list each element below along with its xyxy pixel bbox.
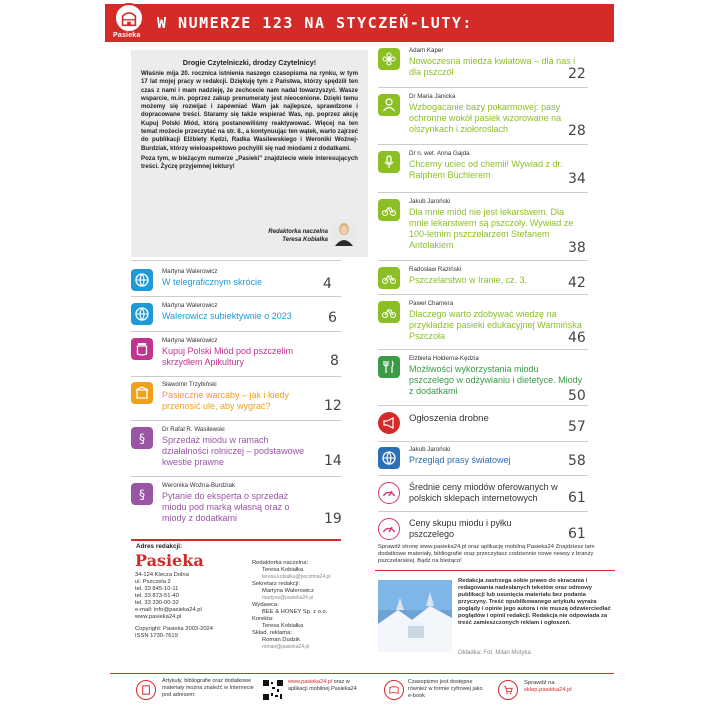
beehive-icon [118,7,140,29]
entry-author: Martyna Walerowicz [162,337,218,344]
entry-title[interactable]: Kupuj Polski Miód pod pszczelim skrzydłem Apikultury [162,346,294,367]
entry-page: 6 [328,310,337,326]
app-text: oraz w aplikacji mobilnej Pasieka24 [288,679,357,692]
entry-title[interactable]: Sprzedaż miodu w ramach działalności rolniczej – podstawowe kwestie prawne [162,435,305,467]
staff-name: Martyna Walerowicz [262,588,314,594]
staff-email[interactable]: roman@pasieka24.pl [262,644,310,650]
entry-author: Dr Rafał R. Wasilewski [162,426,225,433]
editor-photo [332,220,356,246]
toc-entry[interactable] [378,514,588,548]
letter-paragraph-1: Właśnie mija 20. rocznica istnienia naszego czasopisma na rynku, w tym 17 lat mojej pracy w redakcji. Dziękuję tym z Państwa, którzy spędzili ten czas z nami i mam nadzieję, że zechcecie nam nadal towarzyszyć. Wasze wsparcie, m.in. poprzez zakup prenumeraty jest nieocenione. Dzięki temu możemy się rozwijać i zapewniać Wam jak najlepsze, sprawdzone i dopracowane treści. Staramy się także wspierać Was, np. poprzez akcję Kupuj Polski Miód, którą postanowiliśmy reaktywować. Więcej na ten temat możecie przeczytać na str. 8., a kontynuując ten wątek, warto zajrzeć do publikacji Elżbiety Kędzi, Radka Wasilewskiego i Weroniki Woźnej-Burdziak, którzy wieloaspektowo pochylili się nad miodami z dodatkami. [141,70,358,152]
entry-page: 8 [330,353,339,369]
entry-page: 61 [568,490,586,506]
address-line: ul. Pszczela 2 [135,579,171,585]
entry-title[interactable]: Chcemy uciec od chemii! Wywiad z dr. Ralphem Büchlerem [409,159,563,180]
entry-page: 50 [568,388,586,404]
entry-author: Radosław Raziński [409,266,462,273]
divider [131,420,341,421]
phone-line: tel. 33 330-00-32 [135,600,179,606]
entry-title[interactable]: Walerowicz subiektywnie o 2023 [162,311,292,321]
entry-page: 4 [323,276,332,292]
entry-author: Dr n. wet. Anna Gajda [409,150,470,157]
bottom-ebook-note: Czasopismo jest dostępne również w formie cyfrowej jako e-book [408,679,483,699]
entry-title[interactable]: Dla mnie miód nie jest lekarstwem. Dla mnie lekarstwem są pszczoły. Wywiad ze 100-letnim pszczelarzem Stefanem Antolakiem [409,207,574,250]
divider [378,87,588,88]
entry-author: Jakub Jaroński [409,198,451,205]
divider [131,376,341,377]
divider [378,441,588,442]
entry-title[interactable]: W telegraficznym skrócie [162,277,263,287]
phone-line: tel. 33 845-10-11 [135,586,179,592]
section-paragraph-icon [131,483,153,505]
entry-page: 46 [568,330,586,346]
person-icon [378,94,400,116]
bottom-shop-note [524,680,614,694]
divider [378,192,588,193]
entry-page: 38 [568,240,586,256]
document-icon [136,680,156,700]
flower-icon [378,48,400,70]
toc-entry[interactable] [378,44,588,84]
divider [131,296,341,297]
entry-page: 14 [324,453,342,469]
shop-link[interactable]: sklep.pasieka24.pl [524,687,572,693]
entry-title[interactable]: Nowoczesna miedza kwiatowa – dla nas i dla pszczół [409,56,576,77]
bottom-app-note [288,679,368,693]
entry-title[interactable]: Pszczelarstwo w Iranie, cz. 3. [409,275,528,285]
globe-icon [131,269,153,291]
website-promo: Sprawdź stronę www.pasieka24.pl oraz aplikację mobilną Pasieka24 Znajdziesz tam dodatkowe materiały, bibliografie oraz przeczytasz codziennie nowe newsy z branży pszczelarskiej. Bądź na bieżąco! [378,544,595,564]
megaphone-icon [378,412,400,434]
toc-entry[interactable] [378,478,588,510]
address-block [135,572,213,640]
staff-email[interactable]: martyna@pasieka24.pl [262,595,314,601]
staff-role: Wydawca: [252,602,279,608]
divider [378,144,588,145]
shop-text: Sprawdź na [524,680,555,686]
website-link[interactable]: www.pasieka24.pl [135,614,182,620]
divider [378,294,588,295]
staff-name: Teresa Kobiałka [262,567,304,573]
editor-letter [131,50,368,257]
divider [378,511,588,512]
disclaimer-text: Redakcja zastrzega sobie prawo do skracania i redagowania nadesłanych tekstów oraz odmowy publikacji lub usunięcia materiału bez podania przyczyny. Treść opublikowanego artykułu wyraża poglądy i opinie jego autora i nie muszą odzwierciedlać poglądów i opinii redakcji. Redakcja nie odpowiada za treść zamieszczonych reklam i ogłoszeń. [458,578,611,626]
copyright-text: Copyright: Pasieka 2003-2024 [135,626,213,632]
staff-name: BEE & HONEY Sp. z o.o. [262,609,328,615]
svg-text:§: § [139,487,145,502]
entry-page: 58 [568,453,586,469]
gauge-icon [378,482,400,504]
toc-entry[interactable] [131,299,341,331]
divider [378,260,588,261]
divider [131,260,341,261]
toc-entry[interactable] [131,334,341,374]
entry-page: 34 [568,171,586,187]
staff-name: Roman Dudzik [262,637,301,643]
letter-greeting: Drogie Czytelniczki, drodzy Czytelnicy! [182,58,317,67]
entry-page: 28 [568,123,586,139]
letter-signature [268,228,328,244]
cover-photo [378,580,452,652]
logo-label: Pasieka [113,32,141,39]
entry-title[interactable]: Dlaczego warto zdobywać wiedzę na przykładzie pasieki edukacyjnej Warmińska Pszczoła [409,309,582,341]
globe-icon [378,447,400,469]
staff-role: Korekta: [252,616,274,622]
toc-entry[interactable] [378,263,588,293]
entry-author: Martyna Walerowicz [162,268,218,275]
signature-role: Redaktorka naczelna [268,229,328,235]
entry-title[interactable]: Przegląd prasy światowej [409,455,511,465]
entry-author: Adam Kaper [409,47,444,54]
pasieka-logo[interactable] [114,3,144,33]
entry-title[interactable]: Pytanie do eksperta o sprzedaż miodu pod marką własną oraz o miody z dodatkami [162,491,290,523]
toc-entry[interactable] [378,90,588,140]
entry-page: 57 [568,419,586,435]
address-line: 34-124 Klecza Dolna [135,572,189,578]
beehive-icon [131,382,153,404]
cover-credit: Okładka: Fot. Milan Motyka [458,650,531,656]
bicycle-icon [378,267,400,289]
qr-code-icon[interactable] [262,679,284,701]
address-label: Adres redakcji: [136,543,183,550]
toc-entry[interactable] [378,297,588,347]
divider [378,405,588,406]
entry-title[interactable]: Średnie ceny miodów oferowanych w polskich sklepach internetowych [409,482,558,503]
food-icon [378,356,400,378]
entry-title[interactable]: Pasieczne warcaby – jak i kiedy przenosić ule, aby wygrać? [162,390,290,411]
entry-title[interactable]: Wzbogacanie bazy pokarmowej: pasy ochronne wokół pasiek wzorowane na olszynkach i ziołoroślach [409,102,562,134]
section-paragraph-icon [131,427,153,449]
email-link[interactable]: e-mail: info@pasieka24.pl [135,607,202,613]
staff-block [252,560,347,651]
footer-divider [131,539,341,541]
toc-entry[interactable] [378,352,588,404]
entry-page: 19 [324,511,342,527]
website-link[interactable]: www.pasieka24.pl [288,679,333,685]
globe-icon [131,303,153,325]
toc-entry[interactable] [131,423,341,473]
issue-title: W NUMERZE 123 NA STYCZEŃ-LUTY: [157,14,473,32]
entry-author: Elżbieta Hołderna-Kędzia [409,355,479,362]
entry-title[interactable]: Ceny skupu miodu i pyłku pszczelego [409,518,512,539]
signature-name: Teresa Kobiałka [282,237,328,243]
letter-paragraph-2: Poza tym, w bieżącym numerze „Pasieki" znajdziecie wiele interesujących treści. Życzę przyjemnej lektury! [141,154,358,171]
entry-author: Sławomir Trzybiński [162,381,217,388]
toc-entry[interactable] [378,147,588,192]
staff-name: Teresa Kobiałka [262,623,304,629]
phone-line: tel. 33 873-51-40 [135,593,179,599]
toc-entry[interactable] [378,408,588,438]
bottom-articles-note: Artykuły, bibliografie oraz dodatkowe materiały można znaleźć w Internecie pod adresem: [162,678,254,698]
toc-entry[interactable] [131,378,341,418]
staff-email[interactable]: teresa.kobialka@pocztma24.pl [262,574,331,580]
bicycle-icon [378,301,400,323]
entry-author: Paweł Chamera [409,300,454,307]
entry-author: Jakub Jaroński [409,446,451,453]
entry-title[interactable]: Ogłoszenia drobne [409,413,489,424]
entry-page: 61 [568,526,586,542]
ebook-icon [384,680,404,700]
staff-role: Redaktorka naczelna: [252,560,309,566]
entry-title[interactable]: Możliwości wykorzystania miodu pszczelego w odżywianiu i dietetyce. Miody z dodatkami [409,364,583,396]
entry-page: 42 [568,275,586,291]
divider [378,475,588,476]
gauge-icon [378,518,400,540]
entry-page: 22 [568,66,586,82]
entry-author: Weronika Woźna-Burdziak [162,482,236,489]
microphone-icon [378,151,400,173]
shop-cart-icon [498,680,518,700]
brand-name: Pasieka [135,551,204,570]
issue-header [105,4,614,42]
footer-divider [375,570,615,571]
toc-entry[interactable] [378,443,588,473]
issn-text: ISSN 1730-7619 [135,633,178,639]
divider [131,476,341,477]
divider [131,331,341,332]
entry-author: Martyna Walerowicz [162,302,218,309]
toc-entry[interactable] [131,479,341,529]
divider [378,349,588,350]
entry-page: 12 [324,398,342,414]
toc-entry[interactable] [131,265,341,297]
honey-jar-icon [131,338,153,360]
svg-text:§: § [139,431,145,446]
bicycle-icon [378,199,400,221]
staff-role: Skład, reklama: [252,630,292,636]
staff-role: Sekretarz redakcji: [252,581,301,587]
entry-author: Dr Maria Janicka [409,93,456,100]
toc-entry[interactable] [378,195,588,257]
footer-divider [110,673,614,674]
